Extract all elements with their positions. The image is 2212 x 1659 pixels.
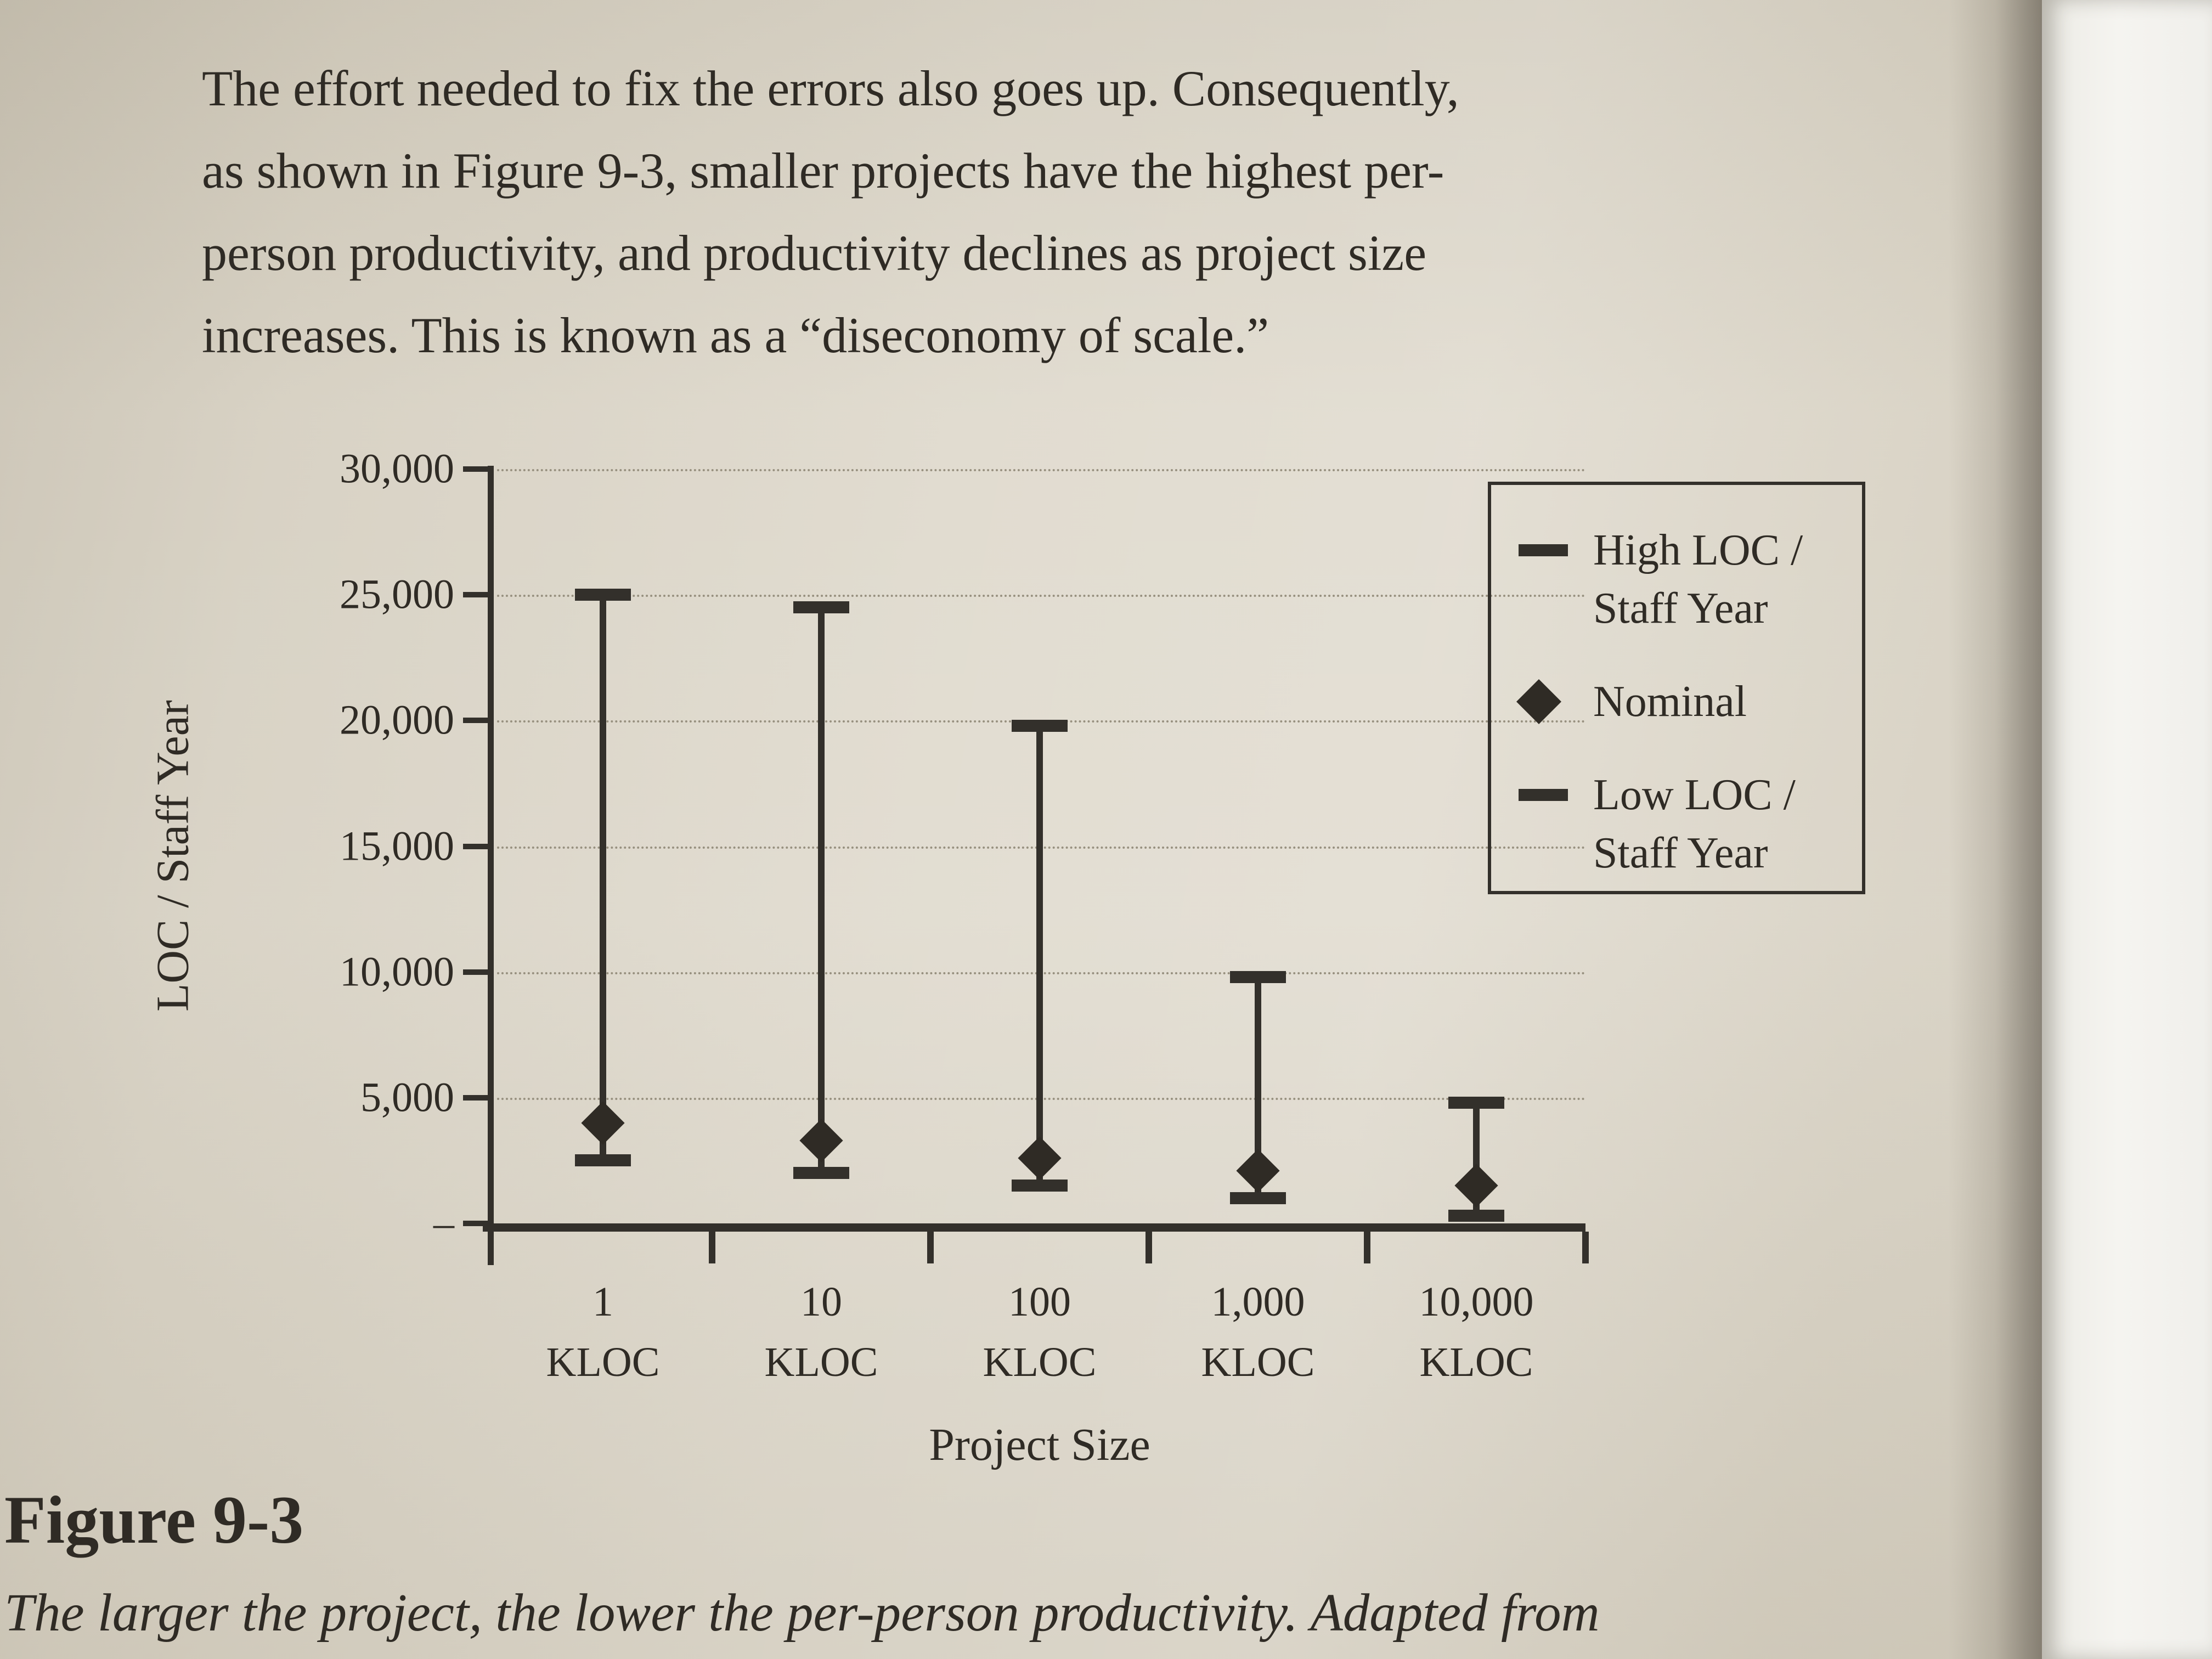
x-axis-tick [927, 1232, 934, 1263]
y-axis-title: LOC / Staff Year [147, 700, 199, 1012]
x-axis-title: Project Size [929, 1419, 1150, 1470]
nominal-diamond-icon [799, 1119, 843, 1162]
legend-label: Low LOC / Staff Year [1593, 771, 1796, 877]
gridline [497, 595, 1585, 597]
legend-dash-icon [1519, 544, 1568, 556]
legend-item [1519, 521, 1846, 637]
x-tick-label-unit: KLOC [546, 1339, 660, 1385]
paragraph-line: The effort needed to fix the errors also goes up. Consequently, [202, 60, 1459, 116]
y-axis-tick [463, 592, 488, 597]
x-tick-label-unit: KLOC [764, 1339, 878, 1385]
x-axis-tick [1146, 1232, 1152, 1263]
x-tick-label-size: 100 [1008, 1279, 1071, 1325]
y-axis-tick [463, 844, 488, 849]
legend-label: High LOC / Staff Year [1593, 526, 1803, 633]
x-tick-label [1419, 1272, 1534, 1392]
range-bar [818, 607, 825, 1173]
x-axis-tick [1364, 1232, 1370, 1263]
gridline [497, 469, 1585, 471]
legend-item [1519, 673, 1846, 731]
range-bar [1036, 726, 1043, 1186]
nominal-diamond-icon [1454, 1164, 1498, 1207]
x-tick-label-size: 10 [800, 1279, 842, 1325]
nominal-diamond-icon [581, 1101, 624, 1144]
low-cap [793, 1167, 849, 1179]
y-axis-tick [463, 466, 488, 472]
x-tick-label-unit: KLOC [1201, 1339, 1315, 1385]
body-paragraph [202, 47, 1903, 376]
x-tick-label-size: 1,000 [1211, 1279, 1305, 1325]
high-cap [575, 589, 631, 601]
y-tick-label: 30,000 [340, 445, 454, 492]
legend-diamond-icon [1516, 679, 1561, 724]
legend-marker-column [1519, 673, 1573, 731]
range-bar [600, 595, 606, 1160]
y-tick-label: 5,000 [360, 1074, 454, 1121]
paragraph-line: as shown in Figure 9-3, smaller projects have the highest per- [202, 143, 1444, 199]
y-tick-label: 25,000 [340, 571, 454, 618]
low-cap [1012, 1180, 1068, 1192]
y-axis-tick [463, 1221, 488, 1226]
x-tick-label [546, 1272, 660, 1392]
y-tick-label: 10,000 [340, 949, 454, 995]
x-tick-label-unit: KLOC [983, 1339, 1097, 1385]
next-page-edge [2042, 0, 2212, 1659]
high-cap [1230, 971, 1286, 983]
low-cap [1448, 1210, 1504, 1222]
x-tick-label [983, 1272, 1097, 1392]
plot-area [340, 445, 1585, 1385]
high-cap [1012, 720, 1068, 732]
x-tick-label-unit: KLOC [1419, 1339, 1533, 1385]
legend-marker-column [1519, 521, 1573, 637]
page-crease [1949, 0, 2042, 1659]
y-axis-tick [463, 969, 488, 975]
x-tick-label [765, 1272, 878, 1392]
y-axis-tick [463, 1095, 488, 1101]
legend-marker-column [1519, 766, 1573, 882]
x-tick-label [1201, 1272, 1315, 1392]
figure-caption: The larger the project, the lower the per-person productivity. Adapted from [4, 1583, 1600, 1642]
y-tick-label: – [433, 1200, 454, 1246]
x-axis-line [483, 1223, 1585, 1232]
legend-item [1519, 766, 1846, 882]
high-cap [793, 601, 849, 613]
paragraph-line: person productivity, and productivity declines as project size [202, 225, 1427, 281]
y-axis-line [488, 466, 494, 1265]
high-cap [1448, 1097, 1504, 1109]
y-axis-tick [463, 718, 488, 723]
y-tick-label: 15,000 [340, 823, 454, 869]
x-axis-tick [1582, 1232, 1589, 1263]
y-tick-label: 20,000 [340, 697, 454, 743]
x-tick-label-size: 10,000 [1419, 1279, 1534, 1325]
legend-dash-icon [1519, 789, 1568, 801]
low-cap [575, 1154, 631, 1166]
nominal-diamond-icon [1236, 1149, 1279, 1192]
x-tick-label-size: 1 [592, 1279, 613, 1325]
legend-label: Nominal [1593, 678, 1747, 726]
paragraph-line: increases. This is known as a “diseconomy of scale.” [202, 307, 1269, 363]
low-cap [1230, 1192, 1286, 1204]
figure-label: Figure 9-3 [4, 1482, 304, 1558]
legend [1488, 482, 1865, 894]
x-axis-tick [709, 1232, 715, 1263]
nominal-diamond-icon [1018, 1136, 1061, 1180]
